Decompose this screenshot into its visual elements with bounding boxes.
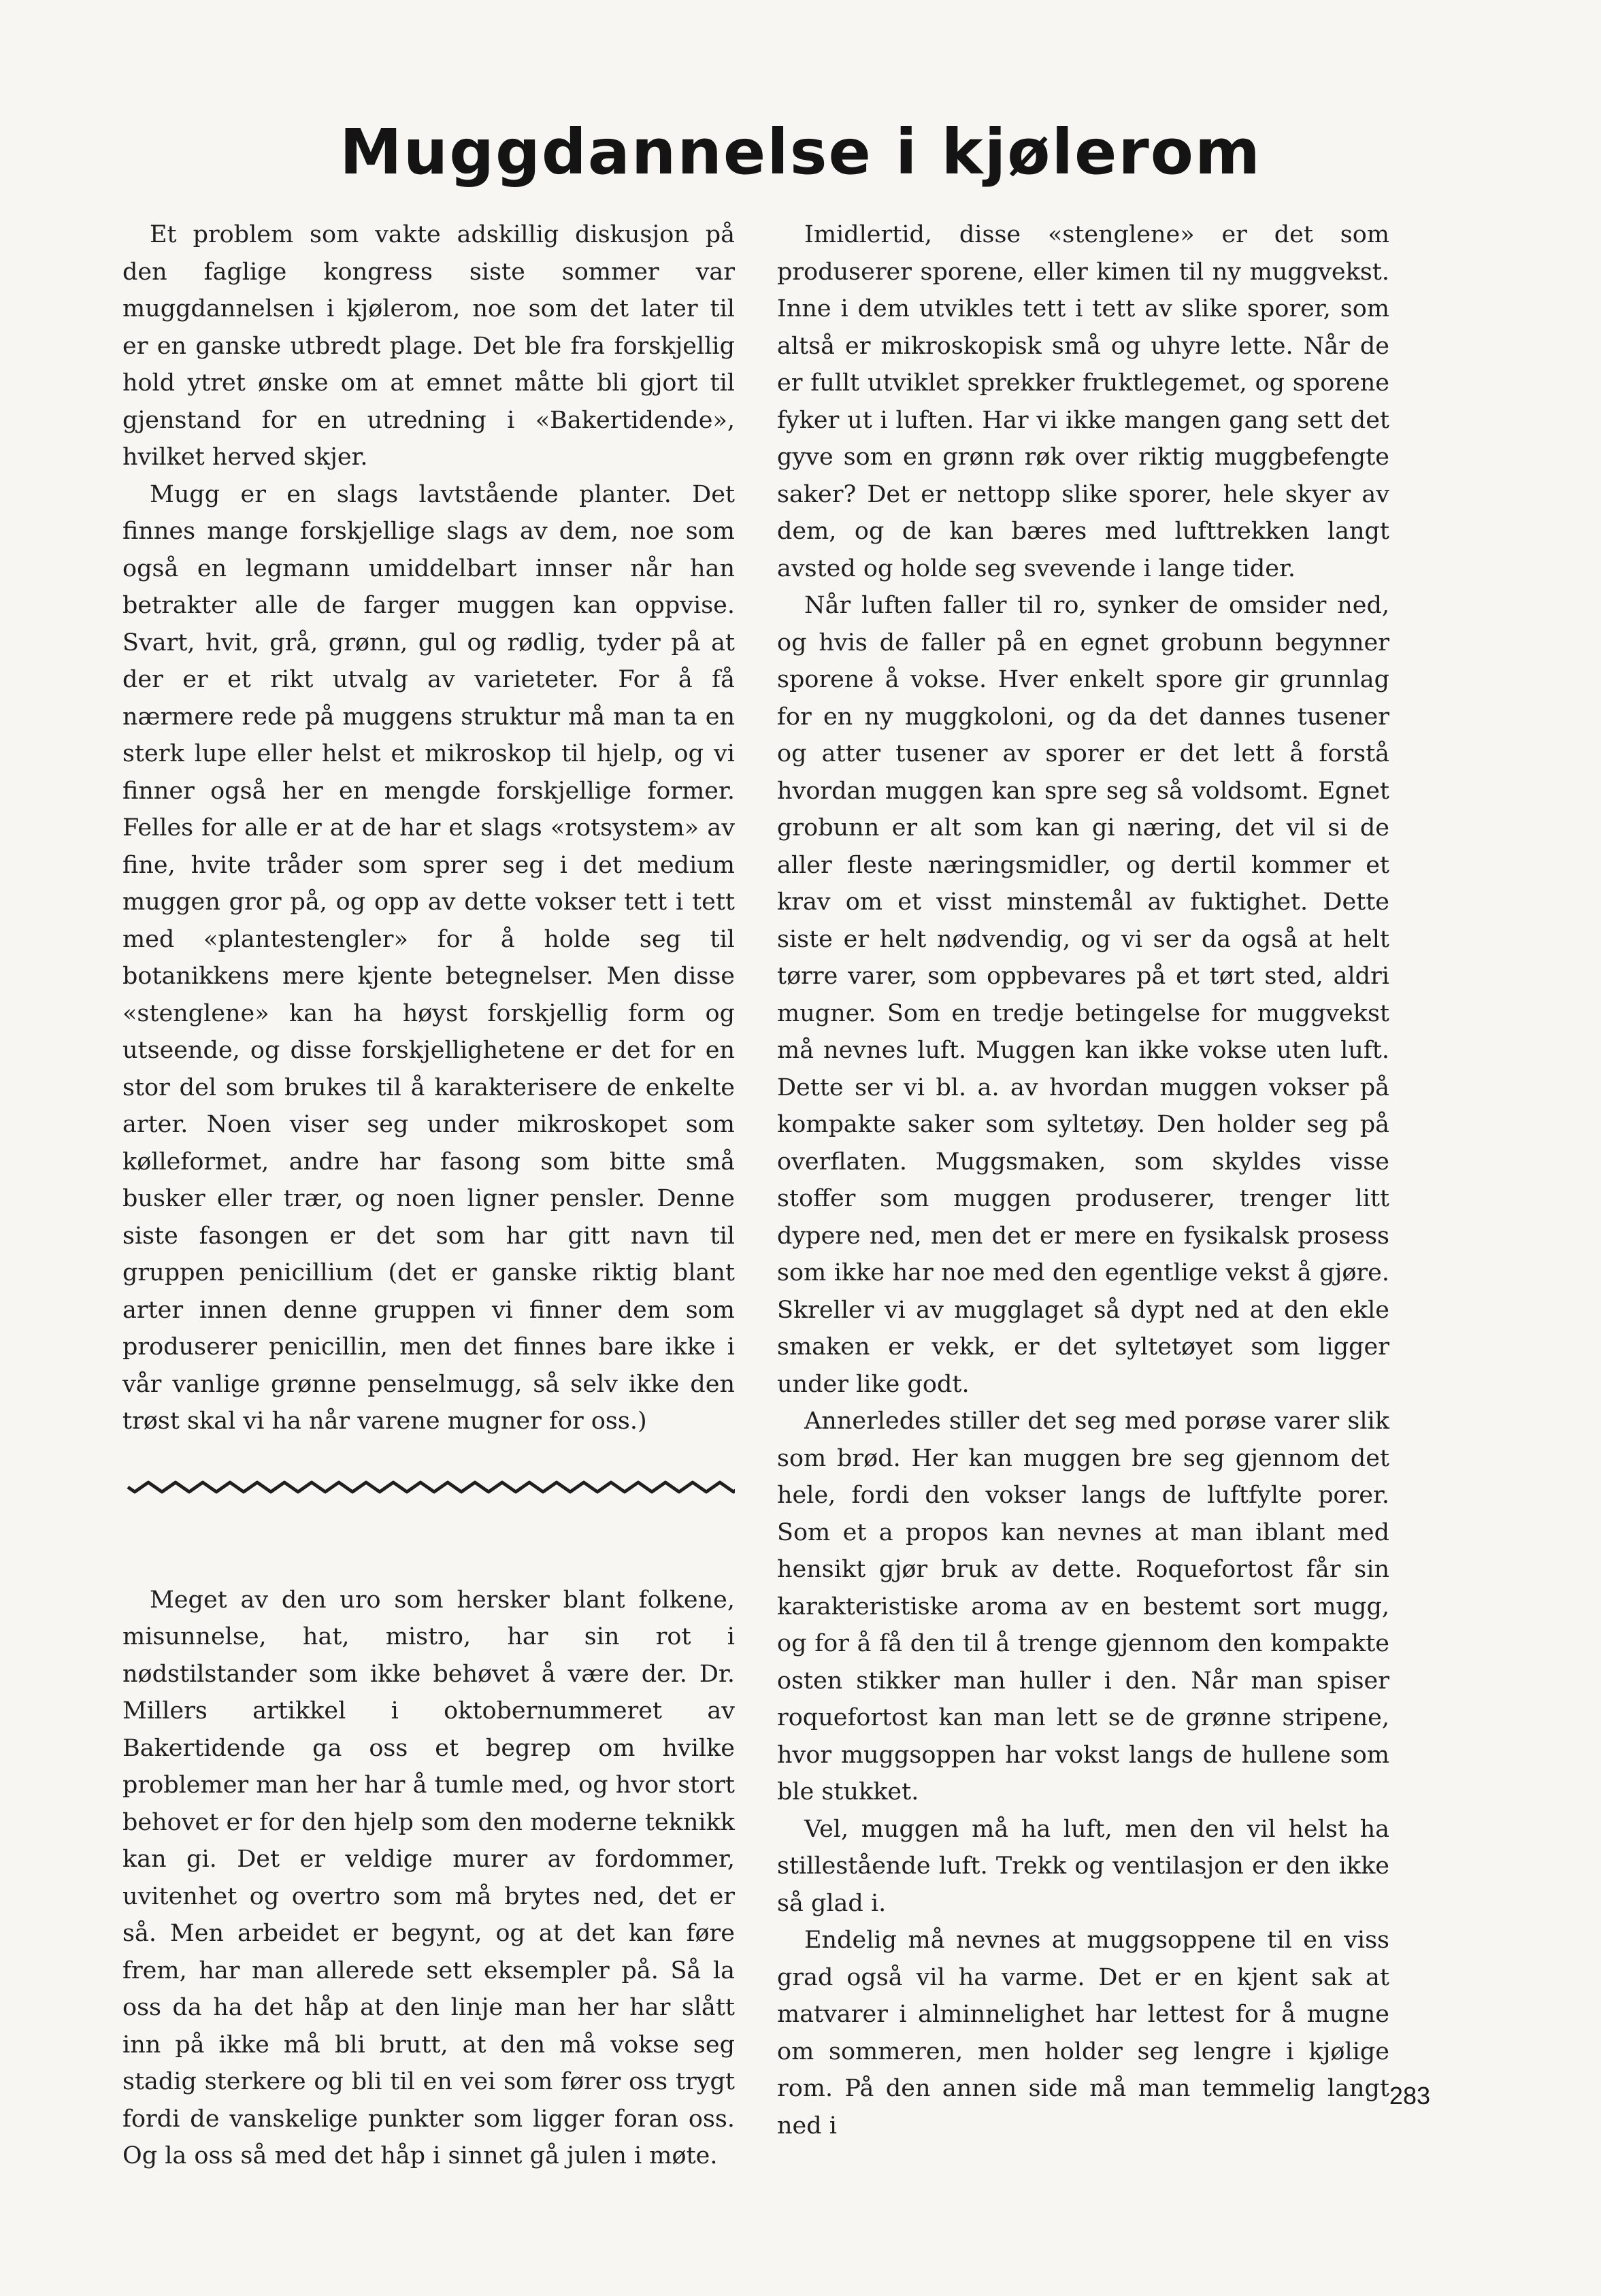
paragraph: Endelig må nevnes at muggsoppene til en viss grad også vil ha varme. Det er en kjent sak at matvarer i alminnelighet har lettest for å mugne om sommeren, men holder seg lengre i kjølige rom. På den annen side må man temmelig langt ned i — [777, 1927, 1389, 2140]
paragraph: Når luften faller til ro, synker de omsider ned, og hvis de faller på en egnet grobunn begynner sporene å vokse. Hver enkelt spore gir grunnlag for en ny muggkoloni, og da det dannes tusener og atter tusener av sporer er det lett å forstå hvordan muggen kan spre seg så voldsomt. Egnet grobunn er alt som kan gi næring, det vil si de aller fleste næringsmidler, og dertil kommer et krav om et visst minstemål av fuktighet. Dette siste er helt nødvendig, og vi ser da også at helt tørre varer, som oppbevares på et tørt sted, aldri mugner. Som en tredje betingelse for muggvekst må nevnes luft. Muggen kan ikke vokse uten luft. Dette ser vi bl. a. av hvordan muggen vokser på kompakte saker som syltetøy. Den holder seg på overflaten. Muggsmaken, som skyldes visse stoffer som muggen produserer, trenger litt dypere ned, men det er mere en fysikalsk prosess som ikke har noe med den egentlige vekst å gjøre. Skreller vi av mugglaget så dypt ned at den ekle smaken er vekk, er det syltetøyet som ligger under like godt. — [777, 592, 1389, 1398]
right-column — [777, 216, 1389, 2144]
paragraph: Vel, muggen må ha luft, men den vil helst ha stillestående luft. Trekk og ventilasjon er den ikke så glad i. — [777, 1815, 1389, 1917]
paragraph: Et problem som vakte adskillig diskusjon på den faglige kongress siste sommer var muggdannelsen i kjølerom, noe som det later til er en ganske utbredt plage. Det ble fra forskjellig hold ytret ønske om at emnet måtte bli gjort til gjenstand for en utredning i «Bakertidende», hvilket herved skjer. — [122, 221, 735, 471]
paragraph: Imidlertid, disse «stenglene» er det som produserer sporene, eller kimen til ny muggvekst. Inne i dem utvikles tett i tett av slike sporer, som altså er mikroskopisk små og uhyre lette. Når de er fullt utviklet sprekker fruktlegemet, og sporene fyker ut i luften. Har vi ikke mangen gang sett det gyve som en grønn røk over riktig muggbefengte saker? Det er nettopp slike sporer, hele skyer av dem, og de kan bæres med lufttrekken langt avsted og holde seg svevende i lange tider. — [777, 221, 1389, 582]
second-article-paragraph: Meget av den uro som hersker blant folkene, misunnelse, hat, mistro, har sin rot i nødstilstander som ikke behøvet å være der. Dr. Millers artikkel i oktobernummeret av Bakertidende ga oss et begrep om hvilke problemer man her har å tumle med, og hvor stort behovet er for den hjelp som den moderne teknikk kan gi. Det er veldige murer av fordommer, uvitenhet og overtro som må brytes ned, det er så. Men arbeidet er begynt, og at det kan føre frem, har man allerede sett eksempler på. Så la oss da ha det håp at den linje man her har slått inn på ikke må bli brutt, at den må vokse seg stadig sterkere og bli til en vei som fører oss trygt fordi de vanskelige punkter som ligger foran oss. Og la oss så med det håp i sinnet gå julen i møte. — [122, 1586, 735, 2169]
wave-divider — [122, 1477, 735, 1497]
page-title: Muggdannelse i kjølerom — [340, 116, 1261, 188]
wave-divider-line — [128, 1482, 735, 1492]
page-number: 283 — [1389, 2082, 1430, 2110]
left-column — [122, 216, 735, 2175]
paragraph: Mugg er en slags lavtstående planter. Det finnes mange forskjellige slags av dem, noe som også en legmann umiddelbart innser når han betrakter alle de farger muggen kan oppvise. Svart, hvit, grå, grønn, gul og rødlig, tyder på at der er et rikt utvalg av varieteter. For å få nærmere rede på muggens struktur må man ta en sterk lupe eller helst et mikroskop til hjelp, og vi finner også her en mengde forskjellige former. Felles for alle er at de har et slags «rotsystem» av fine, hvite tråder som sprer seg i det medium muggen gror på, og opp av dette vokser tett i tett med «plantestengler» for å holde seg til botanikkens mere kjente betegnelser. Men disse «stenglene» kan ha høyst forskjellig form og utseende, og disse forskjellighetene er det for en stor del som brukes til å karakterisere de enkelte arter. Noen viser seg under mikroskopet som kølleformet, andre har fasong som bitte små busker eller trær, og noen ligner pensler. Denne siste fasongen er det som har gitt navn til gruppen penicillium (det er ganske riktig blant arter innen denne gruppen vi finner dem som produserer penicillin, men det finnes bare ikke i vår vanlige grønne penselmugg, så selv ikke den trøst skal vi ha når varene mugner for oss.) — [122, 480, 735, 1435]
paragraph: Annerledes stiller det seg med porøse varer slik som brød. Her kan muggen bre seg gjennom det hele, fordi den vokser langs de luftfylte porer. Som et a propos kan nevnes at man iblant med hensikt gjør bruk av dette. Roquefortost får sin karakteristiske aroma av en bestemt sort mugg, og for å få den til å trenge gjennom den kompakte osten stikker man huller i den. Når man spiser roquefortost kan man lett se de grønne stripene, hvor muggsoppen har vokst langs de hullene som ble stukket. — [777, 1408, 1389, 1806]
